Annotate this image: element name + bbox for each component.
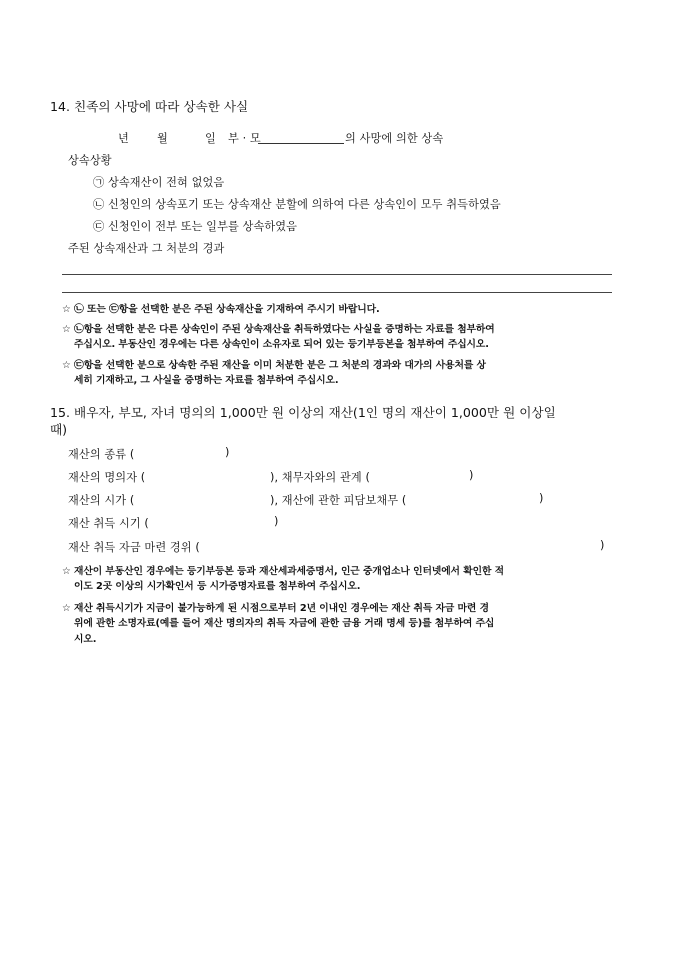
note-15-2a: ☆ 재산 취득시기가 지금이 불가능하게 된 시점으로부터 2년 이내인 경우에는 재산 취득 자금 마련 경: [62, 603, 489, 614]
note-14-1: ☆ ㉡ 또는 ㉢항을 선택한 분은 주된 상속재산을 기재하여 주시기 바랍니다.: [62, 304, 380, 315]
status-option-1[interactable]: ㉠ 상속재산이 전혀 없었음: [93, 176, 225, 189]
note-15-1a: ☆ 재산이 부동산인 경우에는 등기부등본 등과 재산세과세증명서, 인근 중개업소나 인터넷에서 확인한 적: [62, 566, 505, 577]
section-14-title: 14. 친족의 사망에 따라 상속한 사실: [50, 99, 249, 114]
funding-source-close: ): [600, 539, 605, 552]
parent-label: 부 · 모: [228, 132, 261, 145]
date-year-label: 년: [118, 132, 129, 145]
death-inheritance-text: 의 사망에 의한 상속: [345, 132, 444, 145]
note-14-3a: ☆ ㉢항을 선택한 분으로 상속한 주된 재산을 이미 처분한 분은 그 처분의 경과와 대가의 사용처를 상: [62, 360, 486, 371]
note-14-3b: 세히 기재하고, 그 사실을 증명하는 자료를 첨부하여 주십시오.: [74, 375, 339, 386]
note-15-2b: 위에 관한 소명자료(예를 들어 재산 명의자의 취득 자금에 관한 금융 거래 명세 등)를 첨부하여 주십: [74, 618, 495, 629]
deceased-name-blank[interactable]: [258, 130, 344, 144]
section-15-title-cont: 때): [50, 422, 68, 437]
section-15-title: 15. 배우자, 부모, 자녀 명의의 1,000만 원 이상의 재산(1인 명의 재산이 1,000만 원 이상일: [50, 405, 556, 420]
asset-holder-label: 재산의 명의자 (: [68, 471, 146, 484]
asset-kind-close: ): [225, 446, 230, 459]
asset-kind-label: 재산의 종류 (: [68, 448, 135, 461]
note-15-1b: 이도 2곳 이상의 시가확인서 등 시가증명자료를 첨부하여 주십시오.: [74, 581, 361, 592]
debtor-relation-close: ): [469, 469, 474, 482]
acquisition-time-label: 재산 취득 시기 (: [68, 517, 149, 530]
status-option-3[interactable]: ㉢ 신청인이 전부 또는 일부를 상속하였음: [93, 220, 298, 233]
status-option-2[interactable]: ㉡ 신청인의 상속포기 또는 상속재산 분할에 의하여 다른 상속인이 모두 취득하였음: [93, 198, 501, 211]
main-asset-label: 주된 상속재산과 그 처분의 경과: [68, 242, 225, 255]
answer-line-1[interactable]: [62, 274, 612, 275]
note-15-2c: 시오.: [74, 634, 97, 645]
note-14-2a: ☆ ㉡항을 선택한 분은 다른 상속인이 주된 상속재산을 취득하였다는 사실을 증명하는 자료를 첨부하여: [62, 324, 495, 335]
funding-source-label: 재산 취득 자금 마련 경위 (: [68, 541, 200, 554]
secured-debt-close: ): [539, 492, 544, 505]
debtor-relation-label: ), 채무자와의 관계 (: [270, 471, 370, 484]
date-day-label: 일: [205, 132, 216, 145]
answer-line-2[interactable]: [62, 292, 612, 293]
asset-value-label: 재산의 시가 (: [68, 494, 135, 507]
inheritance-status-label: 상속상황: [68, 154, 112, 167]
note-14-2b: 주십시오. 부동산인 경우에는 다른 상속인이 소유자로 되어 있는 등기부등본을 첨부하여 주십시오.: [74, 339, 489, 350]
date-month-label: 월: [157, 132, 168, 145]
secured-debt-label: ), 재산에 관한 피담보채무 (: [270, 494, 407, 507]
acquisition-time-close: ): [274, 515, 279, 528]
